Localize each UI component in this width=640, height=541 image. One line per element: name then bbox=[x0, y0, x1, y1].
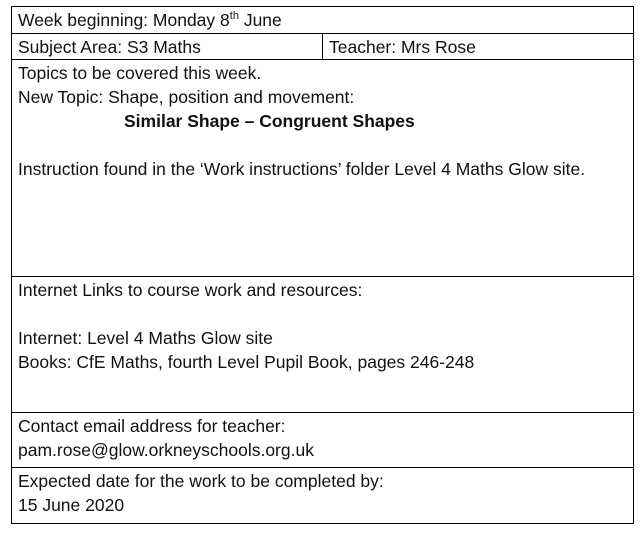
contact-cell bbox=[12, 413, 634, 468]
teacher-text: Teacher: Mrs Rose bbox=[329, 37, 476, 57]
week-beginning-text bbox=[18, 8, 627, 32]
due-row bbox=[12, 468, 634, 524]
subject-area-text: Subject Area: S3 Maths bbox=[18, 37, 201, 57]
topics-cell bbox=[12, 60, 634, 277]
links-cell bbox=[12, 277, 634, 413]
topics-row bbox=[12, 60, 634, 277]
due-heading: Expected date for the work to be completed by: bbox=[18, 471, 384, 491]
internet-link-text: Internet: Level 4 Maths Glow site bbox=[18, 328, 273, 348]
subject-teacher-row bbox=[12, 34, 634, 60]
week-row bbox=[12, 7, 634, 34]
teacher-email: pam.rose@glow.orkneyschools.org.uk bbox=[18, 440, 314, 460]
contact-heading: Contact email address for teacher: bbox=[18, 416, 286, 436]
week-month: June bbox=[238, 10, 282, 30]
subject-cell bbox=[12, 34, 323, 60]
work-plan-table bbox=[11, 6, 634, 524]
instruction-text: Instruction found in the ‘Work instructions’ folder Level 4 Maths Glow site. bbox=[18, 159, 586, 179]
links-heading: Internet Links to course work and resources: bbox=[18, 280, 363, 300]
new-topic-text: New Topic: Shape, position and movement: bbox=[18, 87, 355, 107]
contact-row bbox=[12, 413, 634, 468]
spacer bbox=[18, 133, 627, 157]
books-text: Books: CfE Maths, fourth Level Pupil Book, pages 246-248 bbox=[18, 352, 475, 372]
links-row bbox=[12, 277, 634, 413]
week-label: Week beginning: Monday 8 bbox=[18, 10, 230, 30]
due-cell bbox=[12, 468, 634, 524]
week-cell bbox=[12, 7, 634, 34]
topics-heading: Topics to be covered this week. bbox=[18, 63, 262, 83]
week-ordinal-suffix: th bbox=[229, 10, 239, 22]
teacher-cell bbox=[323, 34, 634, 60]
due-date: 15 June 2020 bbox=[18, 495, 125, 515]
topic-title: Similar Shape – Congruent Shapes bbox=[124, 111, 415, 131]
spacer bbox=[18, 302, 627, 326]
